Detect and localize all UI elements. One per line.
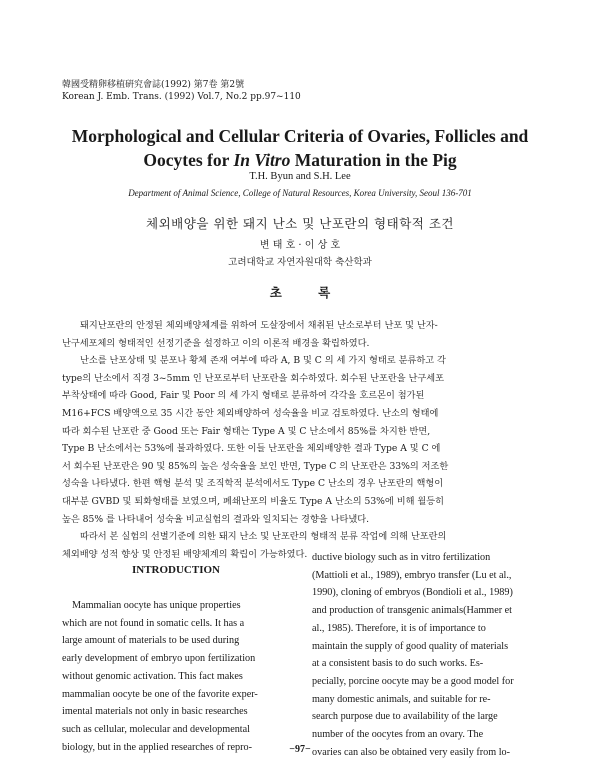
korean-title: 체외배양을 위한 돼지 난소 및 난포란의 형태학적 조건 <box>146 216 454 231</box>
right-column-line: maintain the supply of good quality of materials <box>312 640 509 652</box>
right-column-line: ductive biology such as in vitro fertilization <box>312 552 491 563</box>
abstract-line: 높은 85% 를 나타내어 성숙율 비교실험의 결과와 일치되는 경향을 나타냈다. <box>62 513 370 525</box>
abstract-line: Type B 난소에서는 53%에 불과하였다. 또한 이들 난포란을 체외배양한 결과 Type A 및 C 에 <box>62 443 441 455</box>
abstract-line: 체외배양 성적 향상 및 안정된 배양체계의 확립이 가능하였다. <box>62 548 308 560</box>
right-column-line: number of the oocytes from an ovary. The <box>312 729 484 741</box>
left-column-line: which are not found in somatic cells. It has a <box>62 617 245 629</box>
right-column-line: (Mattioli et al., 1989), embryo transfer (Lu et al., <box>312 569 512 581</box>
right-column-line: many domestic animals, and suitable for re- <box>312 693 491 705</box>
title-line-2 <box>40 148 560 172</box>
right-column-text <box>312 549 540 761</box>
right-column-line: pecially, porcine oocyte may be a good model for <box>312 675 514 687</box>
right-column-line: al., 1985). Therefore, it is of importance to <box>312 622 486 634</box>
title-line-2-post: Maturation in the Pig <box>294 150 457 170</box>
left-column-line: Mammalian oocyte has unique properties <box>72 600 241 611</box>
journal-citation <box>62 79 301 103</box>
right-column-line: at a consistent basis to do such works. Es- <box>312 658 484 670</box>
left-column-line: without genomic activation. This fact makes <box>62 670 243 682</box>
page-number: −97− <box>289 744 311 755</box>
abstract-line: 성숙을 나타냈다. 한편 핵형 분석 및 조직학적 분석에서도 Type C 난소의 경우 난포란의 핵형이 <box>62 478 444 490</box>
abstract-line: 돼지난포란의 안정된 체외배양체계를 위하여 도살장에서 채취된 난소로부터 난포 및 난자- <box>80 320 438 331</box>
title-line-1: Morphological and Cellular Criteria of Ovaries, Follicles and <box>71 126 529 146</box>
abstract-line: 부착상태에 따라 Good, Fair 및 Poor 의 세 가지 형태로 분류하여 각각을 호르몬이 첨가된 <box>62 390 425 402</box>
journal-english-line: Korean J. Emb. Trans. (1992) Vol.7, No.2 pp.97~110 <box>62 92 301 102</box>
abstract-line: type의 난소에서 직경 3~5mm 인 난포로부터 난포란을 회수하였다. 회수된 난포란을 난구세포 <box>62 372 445 384</box>
abstract-line: 대부분 GVBD 및 퇴화형태를 보였으며, 폐쇄난포의 비율도 Type A 난소의 53%에 비해 월등히 <box>62 495 445 507</box>
paper-title <box>40 124 560 172</box>
left-column-line: biology, but in the applied researches of repro- <box>62 741 253 753</box>
abstract-line: 난소를 난포상태 및 분포나 황체 존재 여부에 따라 A, B 및 C 의 세 가지 형태로 분류하고 각 <box>80 355 446 367</box>
journal-korean-line: 韓國受精卵移植硏究會誌(1992) 第7卷 第2號 <box>62 80 245 90</box>
right-column-line: 1990), cloning of embryos (Bondioli et al., 1989) <box>312 587 513 599</box>
left-column-line: mammalian oocyte be one of the favorite exper- <box>62 688 258 700</box>
authors: T.H. Byun and S.H. Lee <box>249 171 351 182</box>
right-column-line: and production of transgenic animals(Hammer et <box>312 605 513 617</box>
title-line-2-pre: Oocytes for <box>143 150 230 170</box>
abstract-line: 서 회수된 난포란은 90 및 85%의 높은 성숙율을 보인 반면, Type C 의 난포란은 33%의 저조한 <box>62 460 449 472</box>
korean-authors: 변 태 호 · 이 상 호 <box>259 240 341 251</box>
abstract-line: 난구세포체의 형태적인 선정기준을 설정하고 이의 이론적 배경을 확립하였다. <box>62 337 370 349</box>
left-column-line: imental materials not only in basic researches <box>62 706 248 718</box>
abstract-line: M16+FCS 배양액으로 35 시간 동안 체외배양하여 성숙율을 비교 검토하였다. 난소의 형태에 <box>62 407 439 419</box>
abstract-line: 따라 회수된 난포란 중 Good 또는 Fair 형태는 Type A 및 C 난소에서 85%를 차지한 반면, <box>62 425 431 437</box>
korean-affiliation: 고려대학교 자연자원대학 축산학과 <box>228 257 372 268</box>
left-column-line: such as cellular, molecular and developmental <box>62 723 250 735</box>
right-column-line: ovaries can also be obtained very easily from lo- <box>312 746 511 758</box>
abstract-line: 따라서 본 실험의 선별기준에 의한 돼지 난소 및 난포란의 형태적 분류 작업에 의해 난포란의 <box>80 531 447 543</box>
affiliation: Department of Animal Science, College of Natural Resources, Korea University, Seoul 136-701 <box>128 188 472 198</box>
left-column-line: large amount of materials to be used during <box>62 635 240 647</box>
abstract-body <box>62 317 542 563</box>
introduction-heading: INTRODUCTION <box>131 564 220 576</box>
right-column-line: search purpose due to availability of the large <box>312 711 498 723</box>
title-line-2-italic: In Vitro <box>233 150 291 170</box>
left-column-text <box>62 597 290 756</box>
left-column-line: early development of embryo upon fertilization <box>62 653 256 665</box>
abstract-heading: 초 록 <box>269 285 347 300</box>
